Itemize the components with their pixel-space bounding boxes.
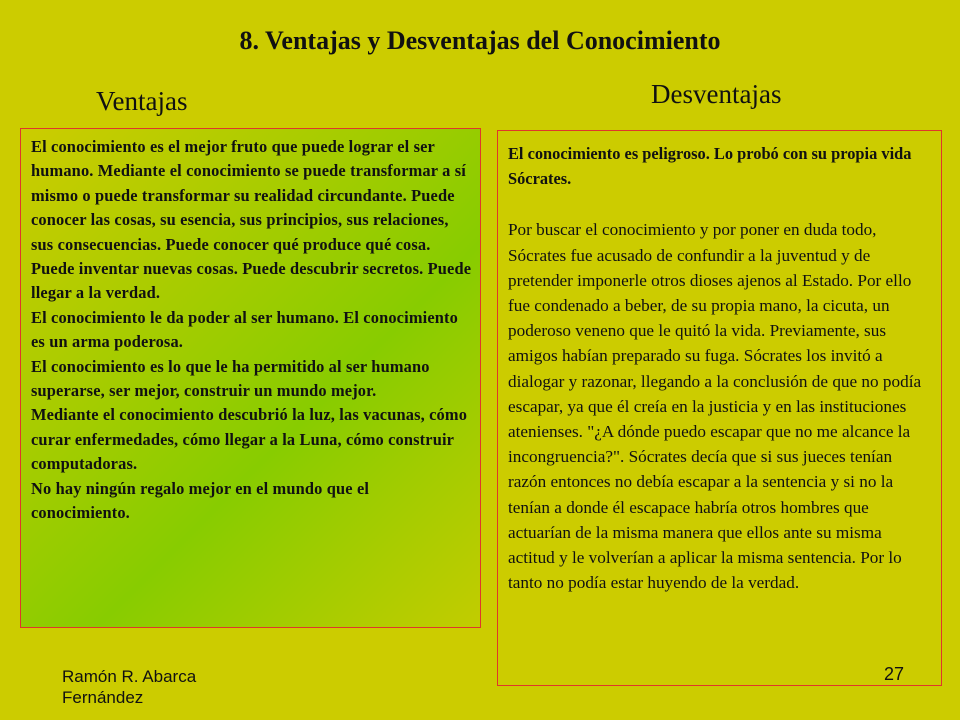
ventajas-paragraph: Mediante el conocimiento descubrió la luz, las vacunas, cómo curar enfermedades, cómo llegar a la Luna, cómo construir computadoras.: [31, 405, 468, 474]
ventajas-box: [20, 128, 481, 628]
ventajas-heading: Ventajas: [96, 86, 188, 116]
ventajas-paragraph: No hay ningún regalo mejor en el mundo que el conocimiento.: [31, 478, 370, 523]
desventajas-box: [497, 130, 942, 686]
page-number: 27: [884, 664, 905, 684]
ventajas-paragraph: El conocimiento es el mejor fruto que puede lograr el ser humano. Mediante el conocimiento se puede transformar a sí mismo o puede transformar su realidad circundante. Puede conocer las cosas, su esencia, sus principios, sus relaciones, sus consecuencias. Puede conocer qué produce qué cosa. Puede inventar nuevas cosas. Puede descubrir secretos. Puede llegar a la verdad.: [31, 137, 472, 303]
desventajas-lead: El conocimiento es peligroso. Lo probó con su propia vida Sócrates.: [508, 144, 912, 189]
ventajas-paragraph: El conocimiento le da poder al ser humano. El conocimiento es un arma poderosa.: [31, 307, 458, 352]
slide-title: 8. Ventajas y Desventajas del Conocimiento: [239, 26, 721, 55]
desventajas-body: Por buscar el conocimiento y por poner en duda todo, Sócrates fue acusado de confundir a la juventud y de pretender imponerle otros dioses ajenos al Estado. Por ello fue condenado a beber, de su propia mano, la cicuta, un poderoso veneno que le quitó la vida. Previamente, sus amigos habían preparado su fuga. Sócrates los invitó a dialogar y razonar, llegando a la conclusión de que no podía escapar, ya que él creía en la justicia y en las instituciones atenienses. "¿A dónde puedo escapar que no me alcance la incongruencia?". Sócrates decía que si sus jueces tenían razón entonces no debía escapar a la sentencia y si no la tenían a donde él escapace habría otros hombres que actuarían de la misma manera que ellos ante su misma actitud y le volverían a aplicar la misma sentencia. Por lo tanto no podía estar huyendo de la verdad.: [508, 220, 922, 593]
author-footer: Ramón R. Abarca Fernández: [62, 667, 197, 707]
desventajas-heading: Desventajas: [651, 79, 782, 109]
ventajas-paragraph: El conocimiento es lo que le ha permitido al ser humano superarse, ser mejor, construir un mundo mejor.: [31, 356, 430, 401]
